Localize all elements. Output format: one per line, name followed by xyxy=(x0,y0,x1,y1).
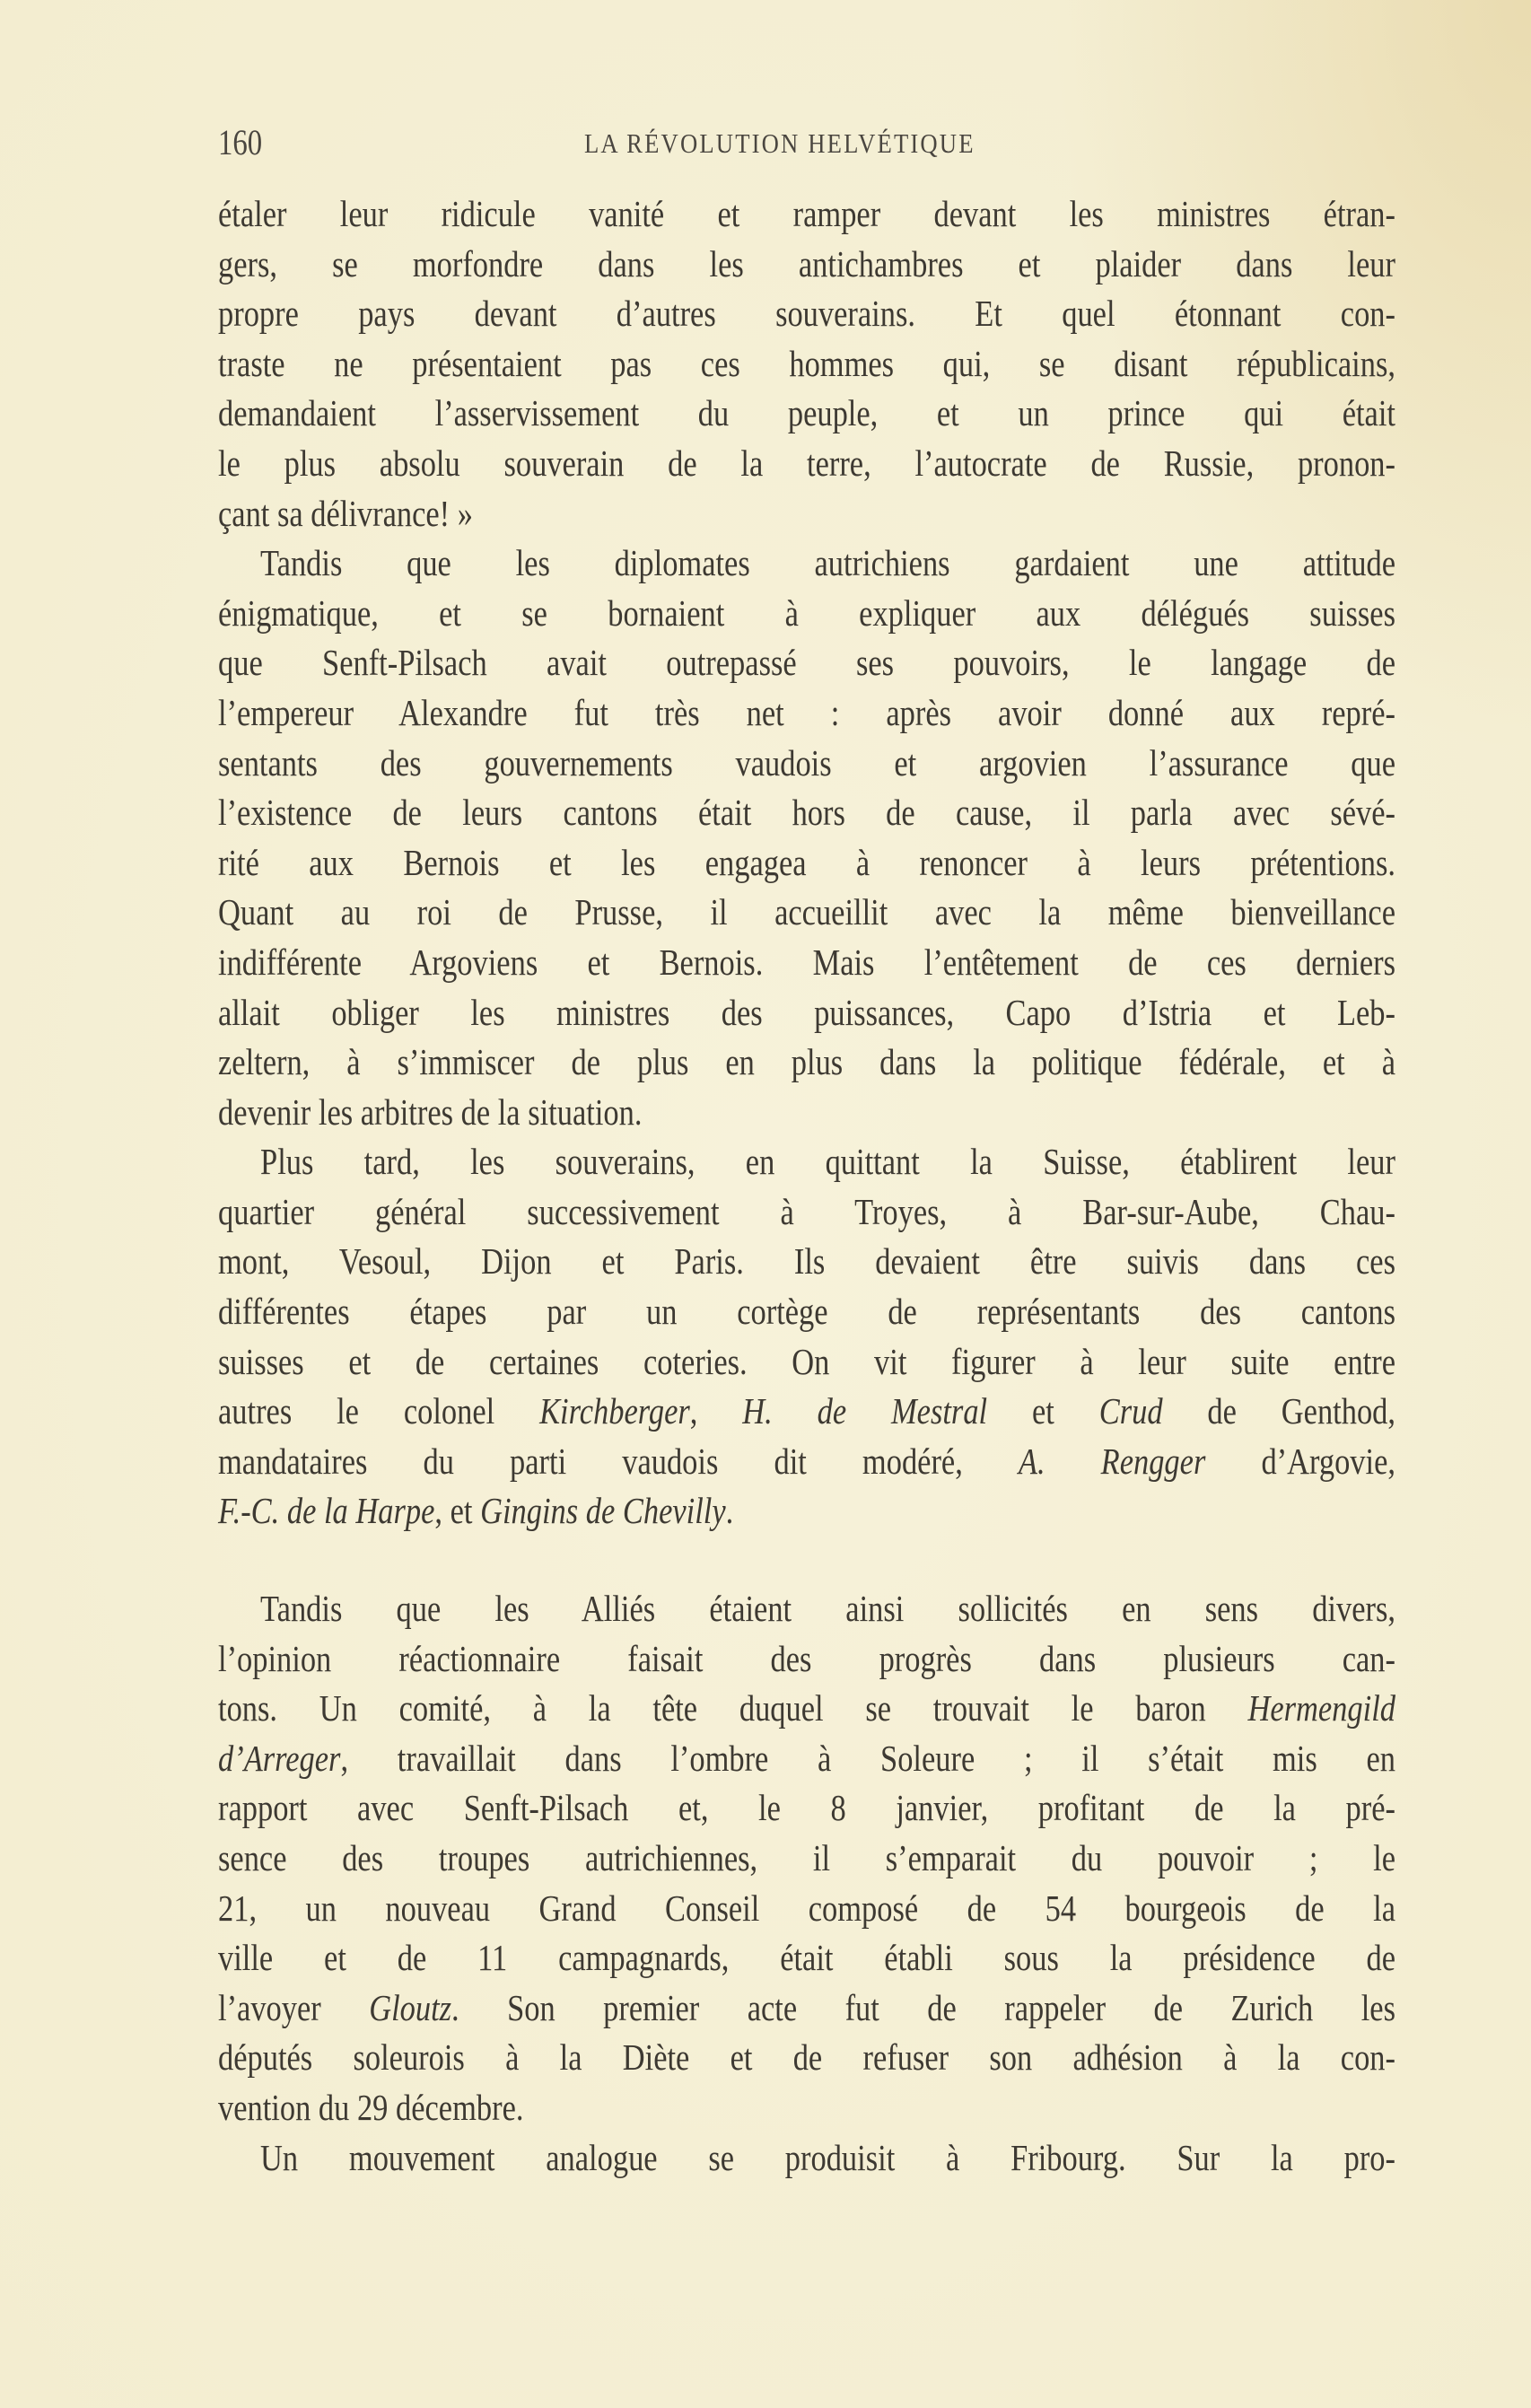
text-line xyxy=(218,1983,1395,2034)
text-segment: étaler leur ridicule vanité et ramper devant les ministres étran- xyxy=(218,193,1395,234)
paragraph xyxy=(218,189,1395,539)
text-segment: , et xyxy=(434,1490,481,1532)
text-segment: , travaillait dans l’ombre à Soleure ; il s’était mis en xyxy=(340,1737,1395,1779)
text-segment: énigmatique, et se bornaient à expliquer aux délégués suisses xyxy=(218,591,1395,634)
text-line xyxy=(218,838,1395,889)
text-segment: Tandis que les Alliés étaient ainsi sollicités en sens divers, xyxy=(260,1588,1395,1630)
italic-name: Gingins de Chevilly xyxy=(480,1490,726,1532)
text-segment: 21, un nouveau Grand Conseil composé de 54 bourgeois de la xyxy=(218,1887,1395,1929)
text-segment: Plus tard, les souverains, en quittant la Suisse, établirent leur xyxy=(260,1141,1395,1183)
text-segment: indifférente Argoviens et Bernois. Mais l’entêtement de ces derniers xyxy=(218,941,1395,983)
text-segment: suisses et de certaines coteries. On vit figurer à leur suite entre xyxy=(218,1340,1395,1382)
text-line xyxy=(218,1237,1395,1287)
text-line xyxy=(218,1634,1395,1685)
text-segment: sence des troupes autrichiennes, il s’emparait du pouvoir ; le xyxy=(218,1837,1395,1878)
text-line xyxy=(218,638,1395,688)
text-line xyxy=(218,389,1395,439)
paragraph xyxy=(218,1137,1395,1537)
text-line xyxy=(218,888,1395,938)
text-segment: vention du 29 décembre. xyxy=(218,2086,524,2128)
text-line xyxy=(218,1684,1395,1734)
text-line xyxy=(218,1337,1395,1388)
text-segment: députés soleurois à la Diète et de refuser son adhésion à la con- xyxy=(218,2036,1395,2079)
italic-name: H. de Mestral xyxy=(742,1390,988,1432)
text-line xyxy=(218,938,1395,988)
text-segment: que Senft-Pilsach avait outrepassé ses pouvoirs, le langage de xyxy=(218,642,1395,684)
page-number: 160 xyxy=(218,122,263,162)
text-segment: propre pays devant d’autres souverains. Et quel étonnant con- xyxy=(218,293,1395,335)
text-segment: rapport avec Senft-Pilsach et, le 8 janvier, profitant de la pré- xyxy=(218,1787,1395,1829)
text-line xyxy=(218,788,1395,838)
text-line xyxy=(218,1437,1395,1487)
text-line xyxy=(218,2133,1395,2184)
text-line xyxy=(218,189,1395,240)
text-line xyxy=(218,1734,1395,1784)
text-segment: Un mouvement analogue se produisit à Fribourg. Sur la pro- xyxy=(260,2136,1395,2178)
text-segment: rité aux Bernois et les engagea à renoncer à leurs prétentions. xyxy=(218,841,1395,883)
paragraph xyxy=(218,1584,1395,2133)
running-title: LA RÉVOLUTION HELVÉTIQUE xyxy=(584,127,975,159)
text-segment: autres le colonel xyxy=(218,1390,540,1432)
text-segment: sentants des gouvernements vaudois et argovien l’assurance que xyxy=(218,741,1395,784)
text-segment: Quant au roi de Prusse, il accueillit avec la même bienveillance xyxy=(218,891,1395,933)
text-segment: , xyxy=(689,1390,743,1432)
text-segment: l’empereur Alexandre fut très net : après avoir donné aux repré- xyxy=(218,691,1395,733)
text-line xyxy=(218,1038,1395,1088)
text-segment: tons. Un comité, à la tête duquel se trouvait le baron xyxy=(218,1687,1248,1729)
text-segment: traste ne présentaient pas ces hommes qui, se disant républicains, xyxy=(218,342,1395,384)
text-segment: mandataires du parti vaudois dit modéré, xyxy=(218,1440,1019,1482)
text-line xyxy=(218,1387,1395,1437)
text-line xyxy=(218,1933,1395,1983)
text-line xyxy=(218,1287,1395,1337)
italic-name: F.-C. de la Harpe xyxy=(218,1490,435,1532)
text-line xyxy=(218,739,1395,789)
italic-name: A. Rengger xyxy=(1018,1440,1206,1482)
italic-name: Hermengild xyxy=(1247,1687,1395,1729)
text-segment: devenir les arbitres de la situation. xyxy=(218,1090,643,1133)
text-line xyxy=(218,1486,734,1537)
text-line xyxy=(218,589,1395,639)
italic-name: d’Arreger xyxy=(218,1737,341,1779)
italic-name: Kirchberger xyxy=(539,1390,690,1432)
text-segment: quartier général successivement à Troyes, à Bar-sur-Aube, Chau- xyxy=(218,1190,1395,1232)
text-line xyxy=(218,1187,1395,1238)
running-head xyxy=(218,120,1395,165)
text-line xyxy=(218,988,1395,1038)
text-segment: Tandis que les diplomates autrichiens gardaient une attitude xyxy=(260,542,1395,584)
text-segment: différentes étapes par un cortège de représentants des cantons xyxy=(218,1291,1395,1333)
text-segment: zeltern, à s’immiscer de plus en plus dans la politique fédérale, et à xyxy=(218,1041,1395,1083)
text-line xyxy=(218,489,473,539)
italic-name: Crud xyxy=(1098,1390,1163,1432)
text-line xyxy=(218,1137,1395,1187)
text-segment: çant sa délivrance! » xyxy=(218,492,473,534)
text-line xyxy=(218,1584,1395,1634)
text-line xyxy=(218,1783,1395,1834)
text-segment: . Son premier acte fut de rappeler de Zurich les xyxy=(451,1986,1395,2028)
text-segment: mont, Vesoul, Dijon et Paris. Ils devaient être suivis dans ces xyxy=(218,1240,1395,1283)
text-segment: l’avoyer xyxy=(218,1986,370,2028)
text-line xyxy=(218,1834,1395,1884)
text-segment: l’opinion réactionnaire faisait des progrès dans plusieurs can- xyxy=(218,1637,1395,1679)
text-segment: de Genthod, xyxy=(1162,1390,1396,1432)
text-segment: demandaient l’asservissement du peuple, et un prince qui était xyxy=(218,392,1395,434)
text-segment: le plus absolu souverain de la terre, l’autocrate de Russie, pronon- xyxy=(218,442,1395,484)
text-segment: et xyxy=(987,1390,1099,1432)
body-text xyxy=(218,189,1395,2183)
text-line xyxy=(218,339,1395,390)
section-break xyxy=(218,1537,1395,1584)
text-segment: allait obliger les ministres des puissances, Capo d’Istria et Leb- xyxy=(218,991,1395,1033)
paragraph xyxy=(218,2133,1395,2184)
text-line xyxy=(218,1088,642,1138)
text-segment: gers, se morfondre dans les antichambres et plaider dans leur xyxy=(218,242,1395,285)
text-line xyxy=(218,289,1395,339)
text-segment: d’Argovie, xyxy=(1205,1440,1395,1482)
text-line xyxy=(218,2033,1395,2083)
text-line xyxy=(218,539,1395,589)
text-line xyxy=(218,439,1395,489)
text-segment: l’existence de leurs cantons était hors de cause, il parla avec sévé- xyxy=(218,792,1395,834)
italic-name: Gloutz xyxy=(369,1986,452,2028)
text-line xyxy=(218,688,1395,739)
text-line xyxy=(218,1884,1395,1934)
text-line xyxy=(218,240,1395,290)
paragraph xyxy=(218,539,1395,1137)
text-segment: . xyxy=(725,1490,734,1532)
text-line xyxy=(218,2083,523,2133)
text-segment: ville et de 11 campagnards, était établi sous la présidence de xyxy=(218,1937,1395,1979)
